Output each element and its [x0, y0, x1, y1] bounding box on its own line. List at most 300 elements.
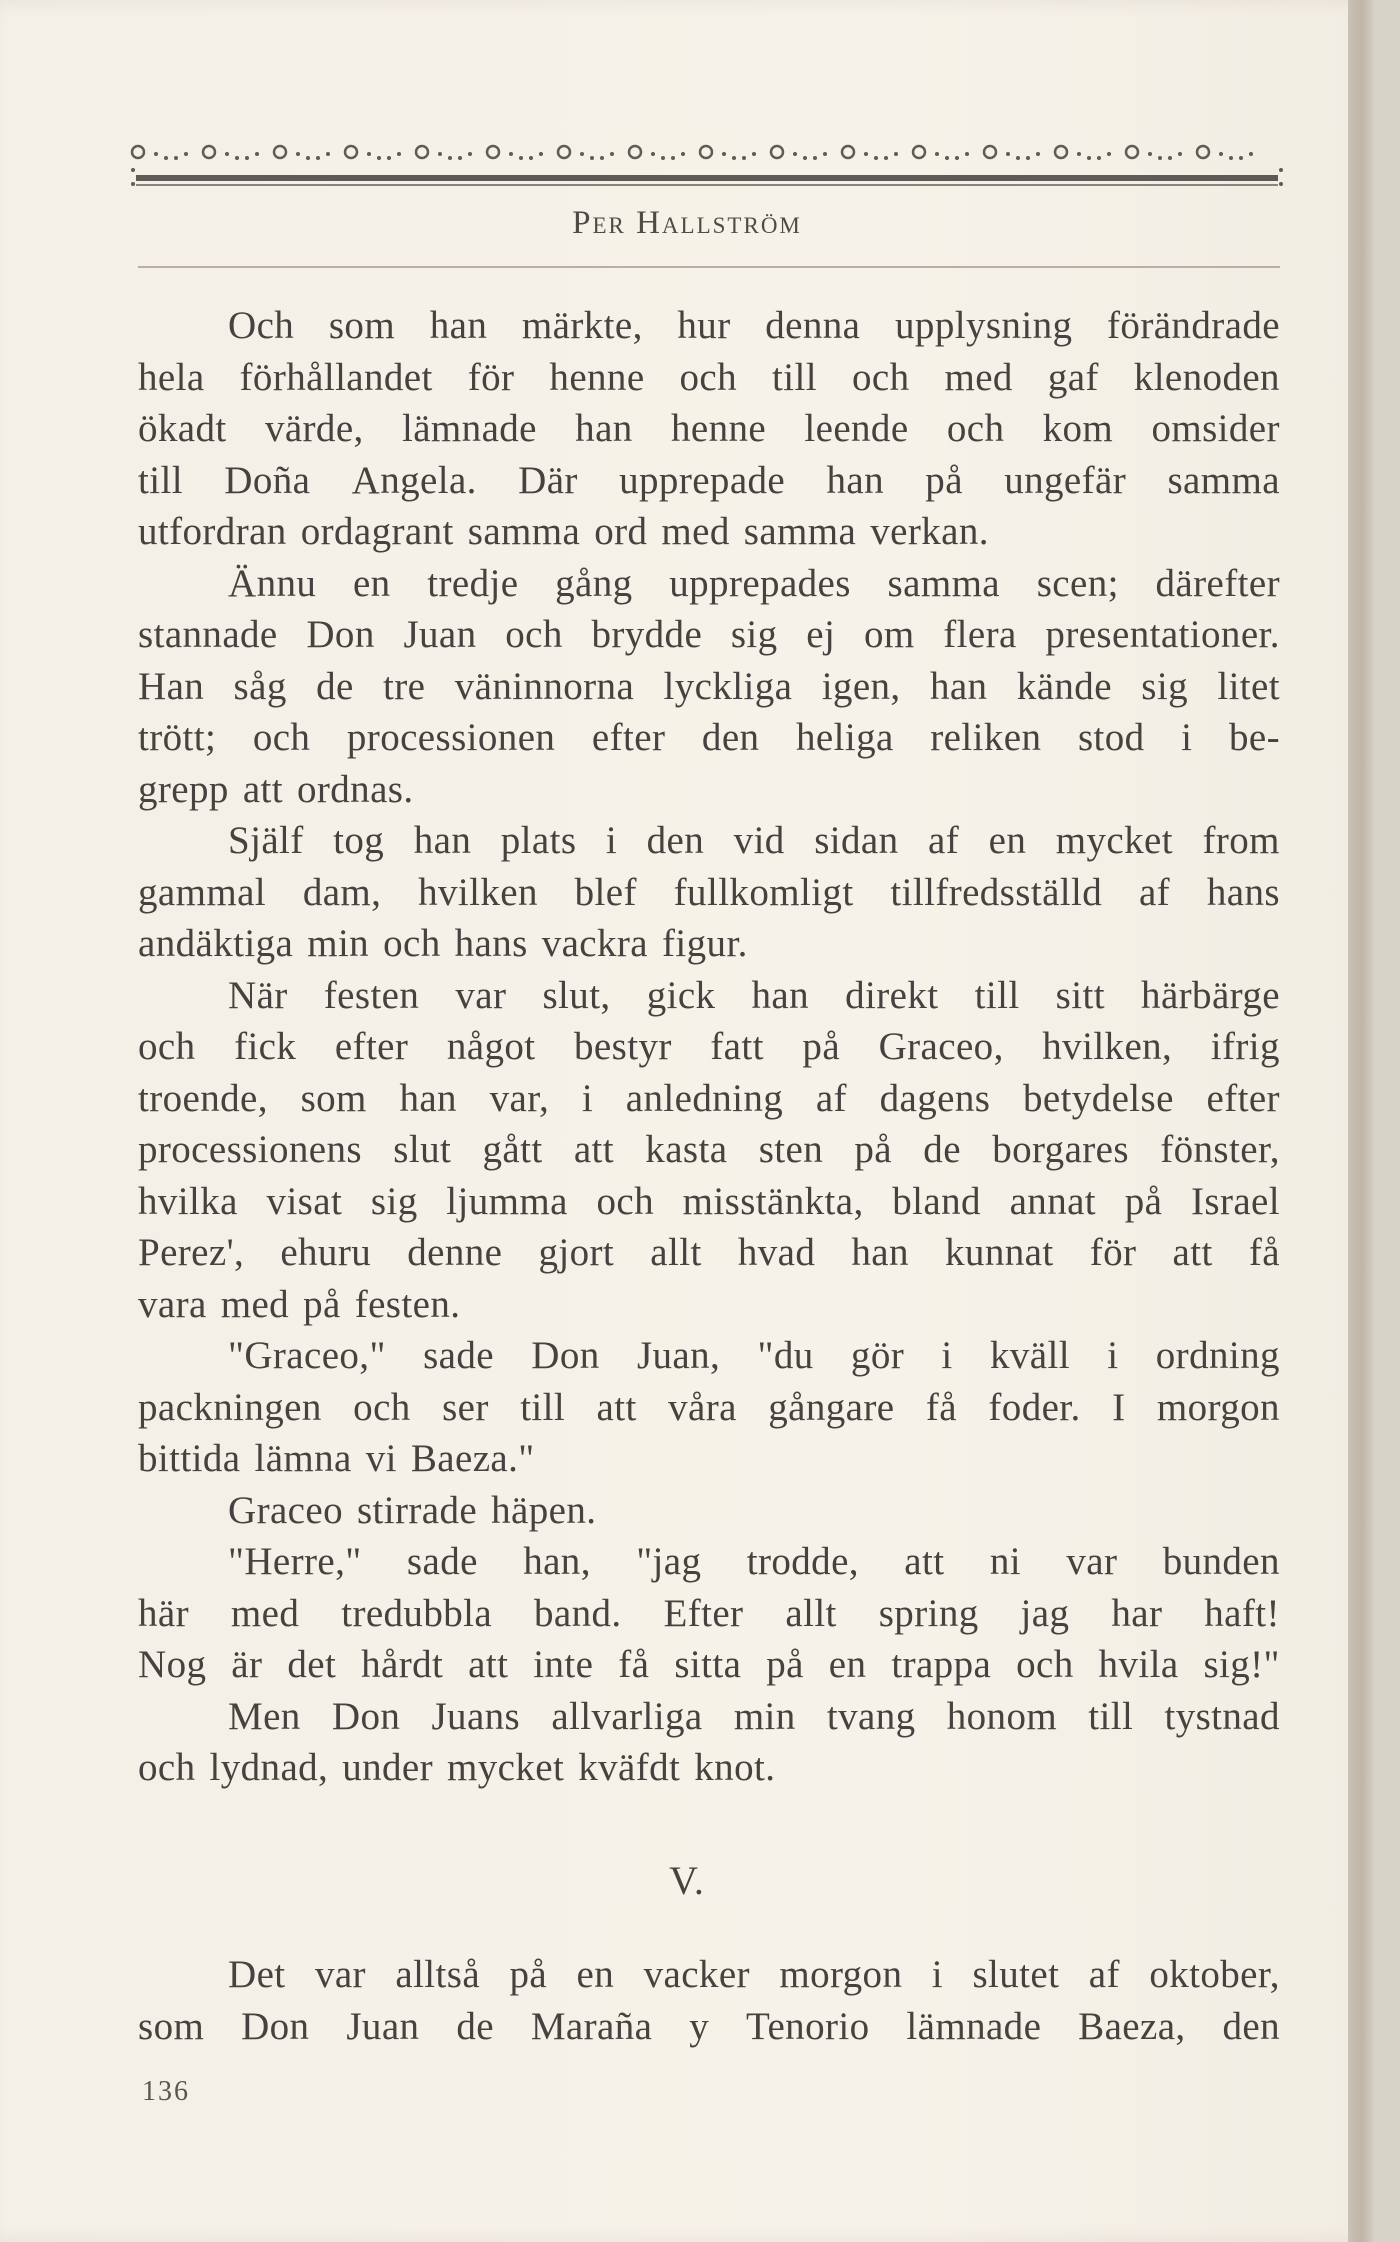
word: morgon [1156, 1385, 1280, 1429]
word: hvilken, [1042, 1025, 1173, 1068]
word: alltså [395, 1953, 481, 1996]
word: ordnas. [297, 767, 414, 811]
ornament-rule [136, 175, 1278, 181]
word: af [1088, 1953, 1120, 1996]
word: Juan [403, 613, 477, 656]
word: efter [1206, 1076, 1280, 1120]
word: han [575, 407, 633, 450]
word: hur [677, 304, 731, 347]
word: hvilka [138, 1179, 238, 1223]
word: leende [804, 407, 909, 450]
word: samma [887, 561, 1001, 605]
word: fönster, [1160, 1128, 1280, 1171]
word: i [581, 1076, 594, 1120]
word: ord [594, 510, 648, 553]
word: gångare [768, 1385, 895, 1429]
word: grepp [138, 767, 229, 811]
word: vi [365, 1437, 397, 1480]
word: på [303, 1282, 341, 1326]
word: kände [1016, 664, 1112, 708]
word: upprepades [669, 561, 851, 605]
word: med [661, 510, 730, 553]
text-line [138, 455, 1280, 507]
word: och [138, 1746, 196, 1789]
word: ser [442, 1385, 489, 1429]
word: betydelse [1022, 1076, 1174, 1120]
word: tog [333, 819, 385, 862]
word: igen, [821, 664, 901, 708]
word: vacker [643, 1953, 750, 1996]
ornament-right-dots-icon [1268, 168, 1286, 194]
word: "Graceo," [228, 1334, 386, 1377]
word: heliga [796, 716, 894, 759]
text-line [138, 609, 1280, 661]
text-line [138, 1691, 1280, 1743]
word: blef [574, 870, 637, 914]
word: direkt [845, 973, 939, 1017]
page-binding-edge [1348, 0, 1374, 2242]
word: som [138, 2004, 205, 2048]
text-line [138, 1330, 1280, 1382]
word: och [596, 1179, 654, 1223]
word: förändrade [1107, 304, 1280, 347]
word: och [946, 407, 1005, 450]
word: gör [850, 1334, 905, 1377]
word: Efter [663, 1591, 744, 1635]
word: i [1107, 1334, 1119, 1377]
word: härbärge [1141, 973, 1280, 1017]
word: trappa [891, 1643, 992, 1686]
word: till [138, 458, 183, 502]
word: Han [138, 664, 205, 708]
word: tystnad [1164, 1694, 1280, 1738]
word: ordagrant [300, 510, 454, 553]
word: de [456, 2004, 494, 2048]
word: kunnat [945, 1231, 1054, 1274]
word: festen [323, 973, 420, 1017]
word: gaf [1047, 355, 1099, 399]
word: stirrade [356, 1488, 478, 1532]
word: I [1112, 1385, 1126, 1429]
word: ni [989, 1540, 1021, 1583]
word: andäktiga [138, 922, 294, 965]
word: plats [500, 819, 577, 862]
word: och [1016, 1643, 1074, 1686]
text-line [138, 815, 1280, 867]
word: verkan. [870, 510, 989, 553]
word: för [467, 355, 515, 399]
word: processionen [346, 716, 556, 759]
word: att [904, 1540, 945, 1583]
word: i [605, 819, 618, 862]
word: därefter [1155, 561, 1280, 605]
word: dagens [879, 1076, 991, 1120]
word: något [446, 1025, 536, 1068]
word: hvad [737, 1231, 816, 1274]
word: tredubbla [341, 1591, 493, 1635]
word: efter [334, 1025, 409, 1068]
word: tredje [427, 561, 519, 605]
text-line [138, 712, 1280, 764]
word: i [941, 1334, 953, 1377]
decorative-header-ornament [128, 132, 1286, 194]
word: henne [670, 407, 767, 450]
word: ej [806, 613, 836, 656]
word: på [509, 1953, 548, 1996]
word: inte [533, 1643, 594, 1686]
word: Angela. [351, 458, 477, 502]
word: slut, [542, 973, 611, 1017]
word: hans [454, 922, 528, 965]
text-line [138, 1227, 1280, 1279]
word: Där [518, 458, 578, 502]
word: Don [306, 613, 375, 656]
word: "jag [636, 1540, 702, 1583]
word: han [929, 664, 988, 708]
word: en [352, 561, 391, 605]
word: "du [757, 1334, 814, 1377]
word: foder. [988, 1385, 1081, 1429]
word: denna [765, 304, 861, 347]
text-line [138, 661, 1280, 713]
word: och [505, 613, 563, 656]
word: gång [555, 561, 633, 605]
word: den [646, 819, 705, 862]
word: af [815, 1076, 847, 1120]
word: sade [423, 1334, 494, 1377]
word: till [772, 355, 817, 399]
word: visat [266, 1179, 343, 1223]
word: Don [331, 1694, 401, 1738]
word: på [802, 1025, 841, 1068]
text-line [138, 1949, 1280, 2001]
word: han, [523, 1540, 591, 1583]
word: slut [393, 1128, 452, 1171]
word: trodde, [746, 1540, 859, 1583]
word: fullkomligt [673, 870, 854, 914]
word: till [520, 1385, 566, 1429]
word: det [287, 1643, 337, 1686]
word: bestyr [574, 1025, 672, 1068]
text-line [138, 1742, 1280, 1794]
word: allvarliga [551, 1694, 703, 1738]
word: mycket [447, 1746, 565, 1789]
word: hela [138, 355, 205, 399]
word: den [701, 716, 760, 759]
word: Tenorio [745, 2004, 870, 2048]
word: packningen [138, 1385, 322, 1429]
word: bunden [1162, 1540, 1280, 1583]
chapter-heading: V. [669, 1858, 705, 1903]
word: borgares [992, 1128, 1129, 1171]
text-line [138, 352, 1280, 404]
word: var [1066, 1540, 1118, 1583]
word: allt [650, 1231, 702, 1274]
word: min [307, 922, 370, 965]
word: lyckliga [663, 664, 793, 708]
word: band. [534, 1591, 622, 1635]
word: oktober, [1149, 1953, 1280, 1996]
text-line [138, 1536, 1280, 1588]
word: som [300, 1076, 367, 1120]
ornament-thin-rule [136, 184, 1278, 186]
word: som [328, 304, 396, 347]
text-line [138, 403, 1280, 455]
word: reliken [930, 716, 1042, 759]
word: de [316, 664, 354, 708]
word: kväfdt [578, 1746, 681, 1789]
word: och [353, 1385, 411, 1429]
word: fatt [710, 1025, 764, 1068]
word: gått [482, 1128, 543, 1171]
word: att [242, 767, 283, 811]
word: När [228, 973, 288, 1017]
word: tillfredsställd [890, 870, 1103, 914]
text-line [138, 1433, 1280, 1485]
word: dam, [302, 870, 382, 914]
word: "Herre," [228, 1540, 362, 1583]
word: upprepade [619, 458, 786, 502]
word: lämnade [401, 407, 537, 450]
word: allt [785, 1591, 837, 1635]
word: spring [878, 1591, 979, 1635]
word: stod [1077, 716, 1145, 759]
word: Don [531, 1334, 600, 1377]
word: Perez', [138, 1231, 245, 1274]
word: häpen. [491, 1488, 597, 1532]
text-line [138, 300, 1280, 352]
chapter-opening-text [138, 1949, 1280, 2052]
word: denne [407, 1231, 503, 1274]
word: samma [467, 510, 581, 553]
word: sidan [814, 819, 899, 862]
word: processionens [138, 1128, 362, 1171]
word: trött; [138, 716, 217, 759]
word: och [252, 716, 311, 759]
word: sten [758, 1128, 824, 1171]
word: omsider [1151, 407, 1280, 450]
word: han [751, 973, 810, 1017]
word: den [1222, 2004, 1280, 2048]
text-line [138, 918, 1280, 970]
word: hvilken [418, 870, 538, 914]
text-line [138, 970, 1280, 1022]
word: stannade [138, 613, 278, 656]
word: samma [743, 510, 857, 553]
word: kom [1042, 407, 1114, 450]
word: misstänkta, [682, 1179, 864, 1223]
word: Doña [224, 458, 311, 502]
word: Nog [138, 1643, 207, 1686]
word: min [733, 1694, 796, 1738]
word: ökadt [138, 407, 227, 450]
word: en [828, 1643, 867, 1686]
word: ifrig [1210, 1025, 1280, 1068]
word: till [1088, 1694, 1134, 1738]
word: figur. [662, 922, 748, 965]
word: på [1124, 1179, 1163, 1223]
word: är [231, 1643, 263, 1686]
word: knot. [694, 1746, 776, 1789]
word: märkte, [521, 304, 643, 347]
word: ordning [1155, 1334, 1280, 1377]
word: Baeza, [1078, 2004, 1186, 2048]
word: våra [668, 1385, 737, 1429]
word: utfordran [138, 510, 287, 553]
word: troende, [138, 1076, 268, 1120]
word: och [138, 1025, 196, 1068]
word: Det [228, 1953, 286, 1996]
word: Juans [431, 1694, 521, 1738]
page-number: 136 [142, 2076, 190, 2107]
text-line [138, 1176, 1280, 1228]
word: på [854, 1128, 893, 1171]
word: få [618, 1643, 650, 1686]
word: af [1138, 870, 1171, 914]
word: haft! [1204, 1591, 1280, 1635]
word: på [766, 1643, 804, 1686]
running-head-rule [138, 266, 1280, 268]
main-text-block [138, 300, 1280, 1794]
word: gammal [138, 870, 267, 914]
text-line [138, 558, 1280, 610]
word: en [576, 1953, 615, 1996]
word: att [1172, 1231, 1213, 1274]
word: flera [943, 613, 1017, 656]
word: samma [1167, 458, 1280, 502]
word: tvang [826, 1694, 916, 1738]
word: scen; [1036, 561, 1119, 605]
word: Don [241, 2004, 310, 2048]
text-line [138, 1485, 1280, 1537]
word: att [468, 1643, 509, 1686]
word: lydnad, [209, 1746, 329, 1789]
word: Juan, [636, 1334, 721, 1377]
word: hans [1206, 870, 1280, 914]
word: Graceo [228, 1488, 343, 1532]
word: slutet [972, 1953, 1060, 1996]
word: var, [489, 1076, 550, 1120]
text-line [138, 1382, 1280, 1434]
word: såg [233, 664, 287, 708]
word: Maraña [530, 2004, 653, 2048]
word: Ännu [228, 561, 317, 605]
word: Och [228, 304, 295, 347]
word: Israel [1190, 1179, 1280, 1223]
word: be- [1229, 716, 1280, 759]
word: vid [733, 819, 785, 862]
word: hvila [1098, 1643, 1179, 1686]
word: han [851, 1231, 909, 1274]
word: att [596, 1385, 637, 1429]
word: de [923, 1128, 961, 1171]
word: för [1089, 1231, 1137, 1274]
word: vara [138, 1282, 207, 1326]
text-line [138, 1639, 1280, 1691]
word: sig!" [1203, 1643, 1280, 1686]
text-line [138, 1124, 1280, 1176]
text-line [138, 1021, 1280, 1073]
word: var [455, 973, 507, 1017]
word: att [573, 1128, 615, 1171]
word: jag [1020, 1591, 1070, 1635]
word: på [925, 458, 963, 502]
word: kasta [645, 1128, 728, 1171]
word: gjort [538, 1231, 615, 1274]
word: efter [591, 716, 666, 759]
word: och [679, 355, 738, 399]
text-line [138, 1279, 1280, 1331]
word: festen. [354, 1282, 461, 1326]
word: henne [549, 355, 645, 399]
word: upplysning [895, 304, 1073, 347]
word: här [138, 1591, 189, 1635]
word: och [851, 355, 910, 399]
ornament-left-dots-icon [128, 168, 146, 194]
word: Juan [346, 2004, 420, 2048]
word: Graceo, [878, 1025, 1004, 1068]
text-line [138, 1588, 1280, 1640]
word: sig [1141, 664, 1188, 708]
word: lämnade [906, 2004, 1042, 2048]
word: med [220, 1282, 290, 1326]
word: af [928, 819, 960, 862]
word: klenoden [1133, 355, 1280, 399]
word: och [383, 922, 441, 965]
text-line [138, 764, 1280, 816]
text-line [138, 1073, 1280, 1125]
word: i [931, 1953, 944, 1996]
word: hårdt [361, 1643, 444, 1686]
word: sitt [1055, 973, 1105, 1017]
word: litet [1217, 664, 1280, 708]
word: ljumma [446, 1179, 568, 1223]
text-line [138, 506, 1280, 558]
word: sig [370, 1179, 418, 1223]
word: få [925, 1385, 957, 1429]
word: gick [646, 973, 716, 1017]
word: tre [383, 664, 426, 708]
word: med [230, 1591, 300, 1635]
word: förhållandet [239, 355, 433, 399]
word: om [863, 613, 915, 656]
word: bland [892, 1179, 981, 1223]
word: han [429, 304, 488, 347]
word: han [413, 819, 472, 862]
ornament-chain-icon [128, 140, 1286, 170]
word: sitta [674, 1643, 742, 1686]
word: han [399, 1076, 457, 1120]
word: med [944, 355, 1013, 399]
word: väninnorna [454, 664, 635, 708]
word: kväll [989, 1334, 1070, 1377]
word: annat [1009, 1179, 1097, 1223]
word: har [1111, 1591, 1163, 1635]
word: y [689, 2004, 710, 2048]
word: ehuru [280, 1231, 372, 1274]
word: bittida [138, 1437, 241, 1480]
word: mycket [1055, 819, 1173, 862]
word: from [1202, 819, 1280, 862]
word: fick [234, 1025, 297, 1068]
word: sig [730, 613, 778, 656]
word: Själf [228, 819, 304, 862]
word: brydde [591, 613, 703, 656]
running-head-author: Per Hallström [572, 205, 802, 241]
word: anledning [625, 1076, 784, 1120]
word: honom [946, 1694, 1058, 1738]
word: värde, [264, 407, 364, 450]
